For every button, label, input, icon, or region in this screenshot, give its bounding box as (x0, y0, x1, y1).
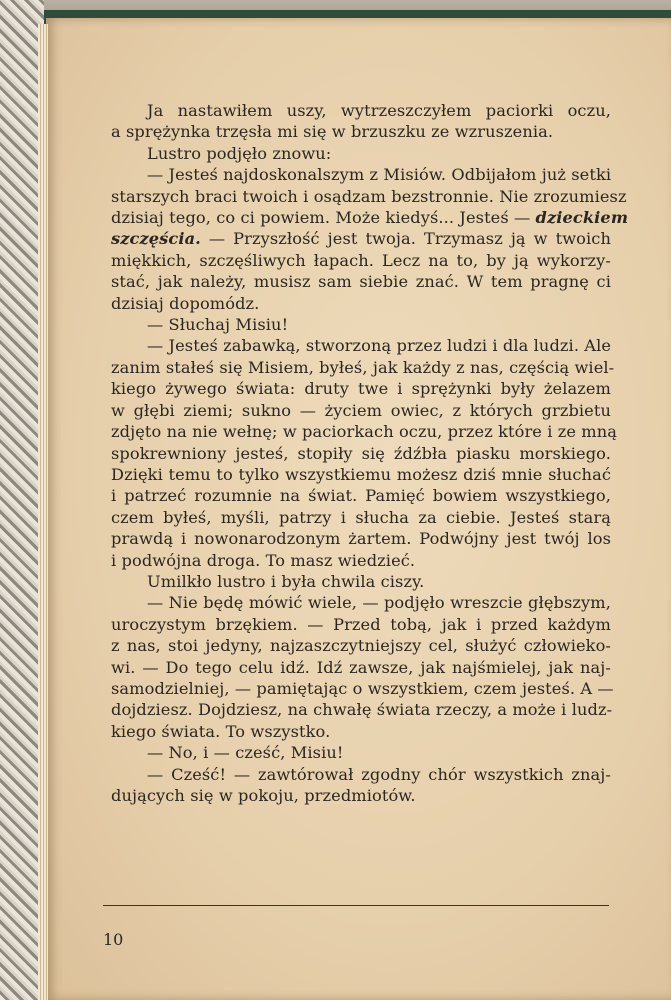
page-edges (38, 24, 48, 1000)
page-number: 10 (103, 930, 124, 949)
text-line: miękkich, szczęśliwych łapach. Lecz na to, by ją wykorzy- (111, 250, 611, 270)
text-line: dzisiaj dopomódz. (111, 293, 260, 313)
text-line: kiego świata. To wszystko. (111, 721, 331, 741)
text-line: — No, i — cześć, Misiu! (147, 743, 344, 763)
text-line: zanim stałeś się Misiem, byłeś, jak każdy z nas, częścią wiel- (111, 357, 615, 377)
text-line: i podwójna droga. To masz wiedzieć. (111, 550, 416, 570)
text-line: dojdziesz. Dojdziesz, na chwałę świata rzeczy, a może i ludz- (111, 700, 613, 720)
text-line: uroczystym brzękiem. — Przed tobą, jak i przed każdym (111, 614, 611, 634)
text-line: zdjęto na nie wełnę; w paciorkach oczu, przez które i ze mną (111, 422, 618, 442)
emphasized-word: szczęścia. (111, 229, 201, 249)
text-line (111, 228, 611, 249)
text-line: Ja nastawiłem uszy, wytrzeszczyłem paciorki oczu, (147, 101, 611, 120)
text-line: Lustro podjęło znowu: (147, 143, 332, 163)
footer-rule (103, 905, 609, 906)
emphasized-word: dzieckiem (535, 208, 629, 228)
text-line: — Nie będę mówić wiele, — podjęło wreszcie głębszym, (147, 593, 611, 613)
text-line: wi. — Do tego celu idź. Idź zawsze, jak najśmielej, jak naj- (111, 657, 611, 677)
text-line: w głębi ziemi; sukno — życiem owiec, z których grzbietu (111, 400, 611, 420)
page-text (111, 100, 629, 806)
text-line: stać, jak należy, musisz sam siebie znać. W tem pragnę ci (111, 272, 611, 292)
text-line: i patrzeć rozumnie na świat. Pamięć bowiem wszystkiego, (111, 486, 611, 506)
text-line: Dzięki temu to tylko wszystkiemu możesz dziś mnie słuchać (111, 464, 611, 484)
text-line: kiego żywego świata: druty twe i sprężynki były żelazem (111, 379, 611, 399)
text-line: starszych braci twoich i osądzam bezstronnie. Nie zrozumiesz (111, 186, 627, 206)
text-line (111, 207, 629, 228)
text-line: Umilkło lustro i była chwila ciszy. (147, 571, 425, 591)
text-line: — Cześć! — zawtórował zgodny chór wszystkich znaj- (147, 764, 611, 784)
text-line: a sprężynka trzęsła mi się w brzuszku ze wzruszenia. (111, 122, 554, 142)
text-line: samodzielniej, — pamiętając o wszystkiem, czem jesteś. A — (111, 678, 614, 698)
text-line: z nas, stoi jedyny, najzaszczytniejszy cel, służyć człowieko- (111, 636, 611, 656)
text-line: — Jesteś zabawką, stworzoną przez ludzi i dla ludzi. Ale (147, 336, 612, 356)
text-segment: — Przyszłość jest twoja. Trzymasz ją w twoich (200, 229, 611, 249)
text-line: — Jesteś najdoskonalszym z Misiów. Odbijałom już setki (147, 165, 612, 185)
text-line: — Słuchaj Misiu! (147, 315, 289, 335)
text-line: dujących się w pokoju, przedmiotów. (111, 786, 416, 805)
text-line: spokrewniony jesteś, stopiły się źdźbła piasku morskiego. (111, 443, 611, 463)
text-line: prawdą i nowonarodzonym żartem. Podwójny jest twój los (111, 529, 611, 549)
text-segment: dzisiaj tego, co ci powiem. Może kiedyś... Jesteś — (111, 208, 536, 228)
text-line: czem byłeś, myśli, patrzy i słucha za ciebie. Jesteś starą (111, 507, 611, 527)
